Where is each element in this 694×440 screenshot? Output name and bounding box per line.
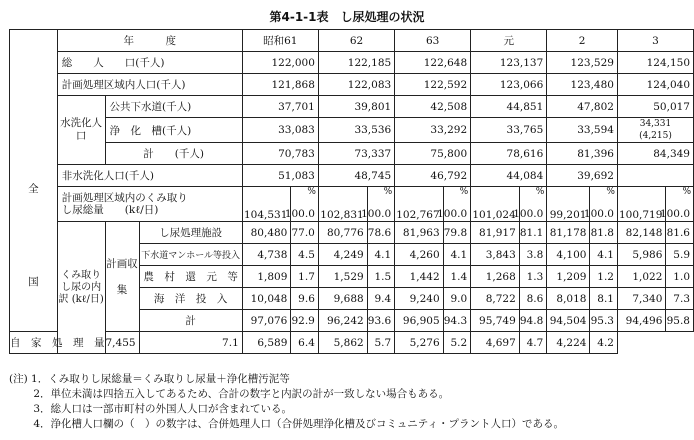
cell: 5,862 bbox=[318, 332, 367, 354]
cell: 81,178 bbox=[547, 222, 590, 244]
cell: 10,048 bbox=[242, 288, 291, 310]
total-pop-row bbox=[10, 52, 694, 74]
night-soil-table bbox=[9, 29, 694, 354]
row-label: 公共下水道(千人) bbox=[105, 96, 242, 118]
pct-value: 100.0 bbox=[284, 208, 315, 220]
pct-value: 100.0 bbox=[437, 208, 468, 220]
cell: 8,722 bbox=[471, 288, 520, 310]
cell: 100,719 bbox=[617, 187, 665, 222]
cell bbox=[617, 165, 693, 187]
cell: 1,022 bbox=[617, 266, 665, 288]
cell: 122,592 bbox=[395, 74, 471, 96]
cell: 122,648 bbox=[395, 52, 471, 74]
pct: 81.6 bbox=[666, 222, 694, 244]
pct: 6.4 bbox=[291, 332, 319, 354]
cell: 102,831 bbox=[318, 187, 367, 222]
pct: 4.1 bbox=[367, 244, 395, 266]
row-label: 浄 化 槽(千人) bbox=[105, 118, 242, 143]
cell: 37,701 bbox=[242, 96, 318, 118]
cell: 102,767 bbox=[395, 187, 443, 222]
pct-value: 100.0 bbox=[513, 208, 544, 220]
cell: 4,224 bbox=[547, 332, 590, 354]
pct: 94.8 bbox=[519, 310, 547, 332]
pct: 1.3 bbox=[519, 266, 547, 288]
pct-value: 100.0 bbox=[361, 208, 392, 220]
pct-cell bbox=[437, 187, 471, 222]
cell: 101,024 bbox=[471, 187, 520, 222]
cell: 122,083 bbox=[318, 74, 394, 96]
row-label-line2: し尿総量 (kℓ/日) bbox=[61, 204, 159, 216]
pct: 8.6 bbox=[519, 288, 547, 310]
nonflush-row bbox=[10, 165, 694, 187]
pct: 7.1 bbox=[139, 332, 242, 354]
cell: 81,917 bbox=[471, 222, 520, 244]
cell: 5,986 bbox=[617, 244, 665, 266]
table-title: 第4-1-1表 し尿処理の状況 bbox=[269, 10, 425, 24]
cell: 4,249 bbox=[318, 244, 367, 266]
pct: 1.5 bbox=[367, 266, 395, 288]
pct-symbol: % bbox=[606, 187, 615, 197]
pct-symbol: % bbox=[682, 187, 691, 197]
cell: 4,697 bbox=[471, 332, 520, 354]
pct-symbol: % bbox=[307, 187, 316, 197]
cell: 4,100 bbox=[547, 244, 590, 266]
cell-value: 34,331 bbox=[639, 119, 672, 129]
sewer-row bbox=[10, 96, 694, 118]
cell: 4,738 bbox=[242, 244, 291, 266]
pct: 4.1 bbox=[443, 244, 471, 266]
year-4: 元 bbox=[471, 30, 547, 52]
pct-value: 100.0 bbox=[659, 208, 690, 220]
cell: 121,868 bbox=[242, 74, 318, 96]
self-row bbox=[10, 332, 694, 354]
pct: 5.7 bbox=[367, 332, 395, 354]
cell: 99,201 bbox=[547, 187, 590, 222]
cell: 73,337 bbox=[318, 143, 394, 165]
note-4: 4．浄化槽人口欄の（ ）の数字は、合併処理人口（合併処理浄化槽及びコミュニティ・プラント人口）である。 bbox=[9, 418, 564, 430]
cell: 80,776 bbox=[318, 222, 367, 244]
cell: 81,396 bbox=[547, 143, 618, 165]
pct: 92.9 bbox=[291, 310, 319, 332]
pct: 93.6 bbox=[367, 310, 395, 332]
cell: 33,083 bbox=[242, 118, 318, 143]
cell: 94,496 bbox=[617, 310, 665, 332]
pct: 81.8 bbox=[590, 222, 618, 244]
row-label: 計 bbox=[139, 310, 242, 332]
pct: 9.4 bbox=[367, 288, 395, 310]
pct-cell bbox=[513, 187, 547, 222]
cell: 96,242 bbox=[318, 310, 367, 332]
row-label: 農 村 還 元 等 bbox=[139, 266, 242, 288]
year-2: 62 bbox=[318, 30, 394, 52]
pct: 78.6 bbox=[367, 222, 395, 244]
cell: 80,480 bbox=[242, 222, 291, 244]
pct: 4.2 bbox=[590, 332, 618, 354]
cell: 122,185 bbox=[318, 52, 394, 74]
cell: 124,150 bbox=[617, 52, 693, 74]
pct: 79.8 bbox=[443, 222, 471, 244]
cell: 94,504 bbox=[547, 310, 590, 332]
pct: 95.3 bbox=[590, 310, 618, 332]
cell: 1,442 bbox=[395, 266, 443, 288]
cell: 44,084 bbox=[471, 165, 547, 187]
cell: 78,616 bbox=[471, 143, 547, 165]
pct-symbol: % bbox=[535, 187, 545, 197]
pct: 81.1 bbox=[519, 222, 547, 244]
cell: 84,349 bbox=[617, 143, 693, 165]
pct-symbol: % bbox=[383, 187, 393, 197]
pct: 4.5 bbox=[291, 244, 319, 266]
row-label: 下水道マンホール等投入 bbox=[139, 244, 242, 266]
cell: 8,018 bbox=[547, 288, 590, 310]
pct-cell bbox=[361, 187, 395, 222]
cell: 42,508 bbox=[395, 96, 471, 118]
cell: 97,076 bbox=[242, 310, 291, 332]
cell-with-note bbox=[617, 118, 693, 143]
collect-total-row bbox=[10, 187, 694, 222]
side-zen: 全 bbox=[28, 182, 39, 195]
note-2: 2．単位未満は四捨五入してあるため、合計の数字と内訳の計が一致しない場合もある。 bbox=[9, 388, 450, 400]
breakdown-side-label: 計画収集 bbox=[105, 222, 139, 332]
pct: 95.8 bbox=[666, 310, 694, 332]
cell: 39,692 bbox=[547, 165, 618, 187]
pct: 9.6 bbox=[291, 288, 319, 310]
cell: 123,529 bbox=[547, 52, 618, 74]
side-koku: 国 bbox=[28, 275, 39, 288]
note-1: (注) 1．くみ取りし尿総量＝くみ取りし尿量＋浄化槽汚泥等 bbox=[9, 373, 290, 385]
row-label-line1: 計画処理区域内のくみ取り bbox=[61, 192, 188, 204]
plan-pop-row bbox=[10, 74, 694, 96]
row-label: 計画処理区域内人口(千人) bbox=[57, 74, 242, 96]
cell: 81,963 bbox=[395, 222, 443, 244]
flush-group-label: 水洗化人口 bbox=[57, 96, 105, 165]
pct-cell bbox=[284, 187, 319, 222]
cell: 33,536 bbox=[318, 118, 394, 143]
cell: 48,745 bbox=[318, 165, 394, 187]
cell: 6,589 bbox=[242, 332, 291, 354]
year-5: 2 bbox=[547, 30, 618, 52]
cell: 33,292 bbox=[395, 118, 471, 143]
pct: 1.0 bbox=[666, 266, 694, 288]
pct-cell bbox=[659, 187, 694, 222]
cell: 33,765 bbox=[471, 118, 547, 143]
cell: 82,148 bbox=[617, 222, 665, 244]
pct: 4.7 bbox=[519, 332, 547, 354]
cell: 7,455 bbox=[105, 332, 139, 354]
cell: 123,066 bbox=[471, 74, 547, 96]
pct: 1.4 bbox=[443, 266, 471, 288]
breakdown-group-label: くみ取り し尿の内訳 (kℓ/日) bbox=[57, 222, 105, 354]
pct-value: 100.0 bbox=[583, 208, 614, 220]
cell: 33,594 bbox=[547, 118, 618, 143]
cell: 44,851 bbox=[471, 96, 547, 118]
cell: 96,905 bbox=[395, 310, 443, 332]
cell: 9,240 bbox=[395, 288, 443, 310]
facility-row bbox=[10, 222, 694, 244]
cell: 5,276 bbox=[395, 332, 443, 354]
row-label: し尿処理施設 bbox=[139, 222, 242, 244]
pct: 9.0 bbox=[443, 288, 471, 310]
row-label bbox=[57, 187, 242, 222]
pct: 7.3 bbox=[666, 288, 694, 310]
cell: 1,529 bbox=[318, 266, 367, 288]
row-label: 総 人 口(千人) bbox=[57, 52, 242, 74]
notes bbox=[9, 372, 564, 432]
cell: 70,783 bbox=[242, 143, 318, 165]
cell: 1,268 bbox=[471, 266, 520, 288]
year-3: 63 bbox=[395, 30, 471, 52]
pct: 4.1 bbox=[590, 244, 618, 266]
pct: 3.8 bbox=[519, 244, 547, 266]
pct: 5.2 bbox=[443, 332, 471, 354]
year-6: 3 bbox=[617, 30, 693, 52]
year-label: 年 度 bbox=[57, 30, 242, 52]
cell: 7,340 bbox=[617, 288, 665, 310]
cell: 50,017 bbox=[617, 96, 693, 118]
pct: 5.9 bbox=[666, 244, 694, 266]
pct-symbol: % bbox=[459, 187, 469, 197]
cell: 3,843 bbox=[471, 244, 520, 266]
side-label-zenkoku bbox=[10, 30, 58, 332]
row-label: 海 洋 投 入 bbox=[139, 288, 242, 310]
year-1: 昭和61 bbox=[242, 30, 318, 52]
cell: 1,209 bbox=[547, 266, 590, 288]
cell: 47,802 bbox=[547, 96, 618, 118]
cell: 75,800 bbox=[395, 143, 471, 165]
row-label: 自 家 処 理 量 bbox=[10, 332, 106, 354]
pct: 94.3 bbox=[443, 310, 471, 332]
cell: 51,083 bbox=[242, 165, 318, 187]
row-label: 非水洗化人口(千人) bbox=[57, 165, 242, 187]
pct: 1.2 bbox=[590, 266, 618, 288]
pct-cell bbox=[583, 187, 618, 222]
note-3: 3．総人口は一部市町村の外国人人口が含まれている。 bbox=[9, 403, 293, 415]
cell: 95,749 bbox=[471, 310, 520, 332]
flush-total-row bbox=[10, 143, 694, 165]
row-label: 計 (千人) bbox=[105, 143, 242, 165]
pct: 8.1 bbox=[590, 288, 618, 310]
cell: 1,809 bbox=[242, 266, 291, 288]
cell: 122,000 bbox=[242, 52, 318, 74]
cell: 123,480 bbox=[547, 74, 618, 96]
header-row bbox=[10, 30, 694, 52]
cell-note: (4,215) bbox=[639, 131, 672, 141]
cell: 9,688 bbox=[318, 288, 367, 310]
septic-row bbox=[10, 118, 694, 143]
cell: 4,260 bbox=[395, 244, 443, 266]
cell: 104,531 bbox=[242, 187, 291, 222]
cell: 46,792 bbox=[395, 165, 471, 187]
cell: 124,040 bbox=[617, 74, 693, 96]
cell: 39,801 bbox=[318, 96, 394, 118]
cell: 123,137 bbox=[471, 52, 547, 74]
pct: 77.0 bbox=[291, 222, 319, 244]
pct: 1.7 bbox=[291, 266, 319, 288]
